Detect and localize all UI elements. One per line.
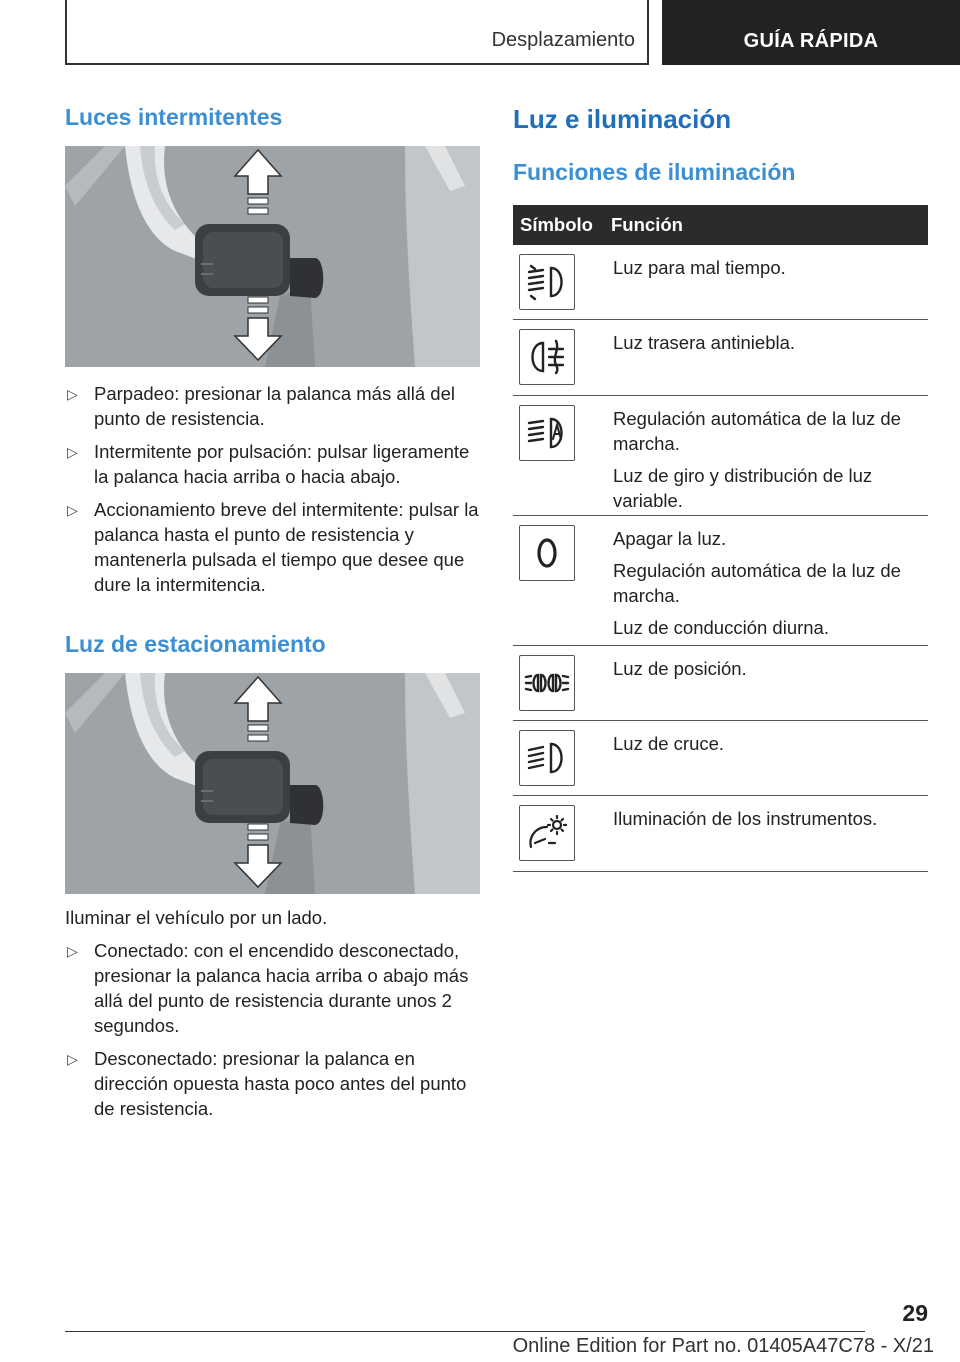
table-header-symbol: Símbolo: [520, 214, 593, 235]
footer-divider: [65, 1331, 865, 1332]
table-row: [513, 796, 928, 872]
list-item: ▷ Intermitente por pulsación: pulsar ligeramente la palanca hacia arriba o hacia abajo.: [67, 441, 470, 487]
bullet-triangle-icon: ▷: [67, 444, 78, 460]
function-text: Luz de cruce.: [613, 733, 725, 754]
turn-signals-list: [65, 381, 480, 605]
table-row: [513, 646, 928, 721]
list-item: ▷ Parpadeo: presionar la palanca más allá del punto de resistencia.: [67, 383, 455, 429]
page-number: 29: [902, 1300, 928, 1326]
side-lights-icon: [519, 655, 575, 711]
list-item: ▷ Desconectado: presionar la palanca en dirección opuesta hasta poco antes del punto de resistencia.: [67, 1048, 467, 1119]
parking-light-lever-illustration: [65, 673, 480, 894]
table-row: [513, 396, 928, 516]
header-chapter-tab: [662, 0, 960, 65]
parking-light-list: [65, 938, 480, 1129]
turn-signals-heading: Luces intermitentes: [65, 104, 283, 130]
function-text: Iluminación de los instrumentos.: [613, 808, 878, 829]
parking-light-intro: Iluminar el vehículo por un lado.: [65, 907, 328, 928]
footer-edition: Online Edition for Part no. 01405A47C78 - X/21: [512, 1335, 934, 1357]
turn-signal-lever-illustration: [65, 146, 480, 367]
instrument-lighting-icon: [519, 805, 575, 861]
bullet-triangle-icon: ▷: [67, 502, 78, 518]
bullet-triangle-icon: ▷: [67, 386, 78, 402]
bad-weather-light-icon: [519, 254, 575, 310]
table-row: [513, 721, 928, 796]
rear-fog-light-icon: [519, 329, 575, 385]
parking-light-heading: Luz de estacionamiento: [65, 631, 326, 657]
table-header: [513, 205, 928, 245]
lighting-title: Luz e iluminación: [513, 104, 732, 134]
table-row: [513, 245, 928, 320]
table-row: [513, 516, 928, 646]
function-text: Luz de conducción diurna.: [613, 617, 829, 638]
lights-off-icon: [519, 525, 575, 581]
function-text: Luz de posición.: [613, 658, 747, 679]
automatic-headlight-icon: [519, 405, 575, 461]
function-text: Regulación automática de la luz de marcha.: [613, 408, 901, 454]
function-text: Luz trasera antiniebla.: [613, 332, 796, 353]
lighting-functions-subtitle: Funciones de iluminación: [513, 159, 796, 185]
header-chapter-label: GUÍA RÁPIDA: [743, 30, 879, 52]
function-text: Luz para mal tiempo.: [613, 257, 786, 278]
table-row: [513, 320, 928, 396]
header-section-label: Desplazamiento: [491, 29, 635, 51]
low-beam-icon: [519, 730, 575, 786]
function-text: Apagar la luz.: [613, 528, 727, 549]
list-item: ▷ Accionamiento breve del intermitente: pulsar la palanca hasta el punto de resistencia y mantenerla pulsada el tiempo que desee que dure la intermitencia.: [67, 499, 479, 595]
table-header-function: Función: [611, 214, 683, 235]
function-text: Luz de giro y distribución de luz variable.: [613, 465, 873, 511]
bullet-triangle-icon: ▷: [67, 943, 78, 959]
lighting-functions-table: [513, 205, 928, 872]
list-item: ▷ Conectado: con el encendido desconectado, presionar la palanca hacia arriba o abajo más allá del punto de resistencia durante unos 2 segundos.: [67, 940, 469, 1036]
function-text: Regulación automática de la luz de marcha.: [613, 560, 901, 606]
header-section-tab: [65, 0, 649, 65]
bullet-triangle-icon: ▷: [67, 1051, 78, 1067]
